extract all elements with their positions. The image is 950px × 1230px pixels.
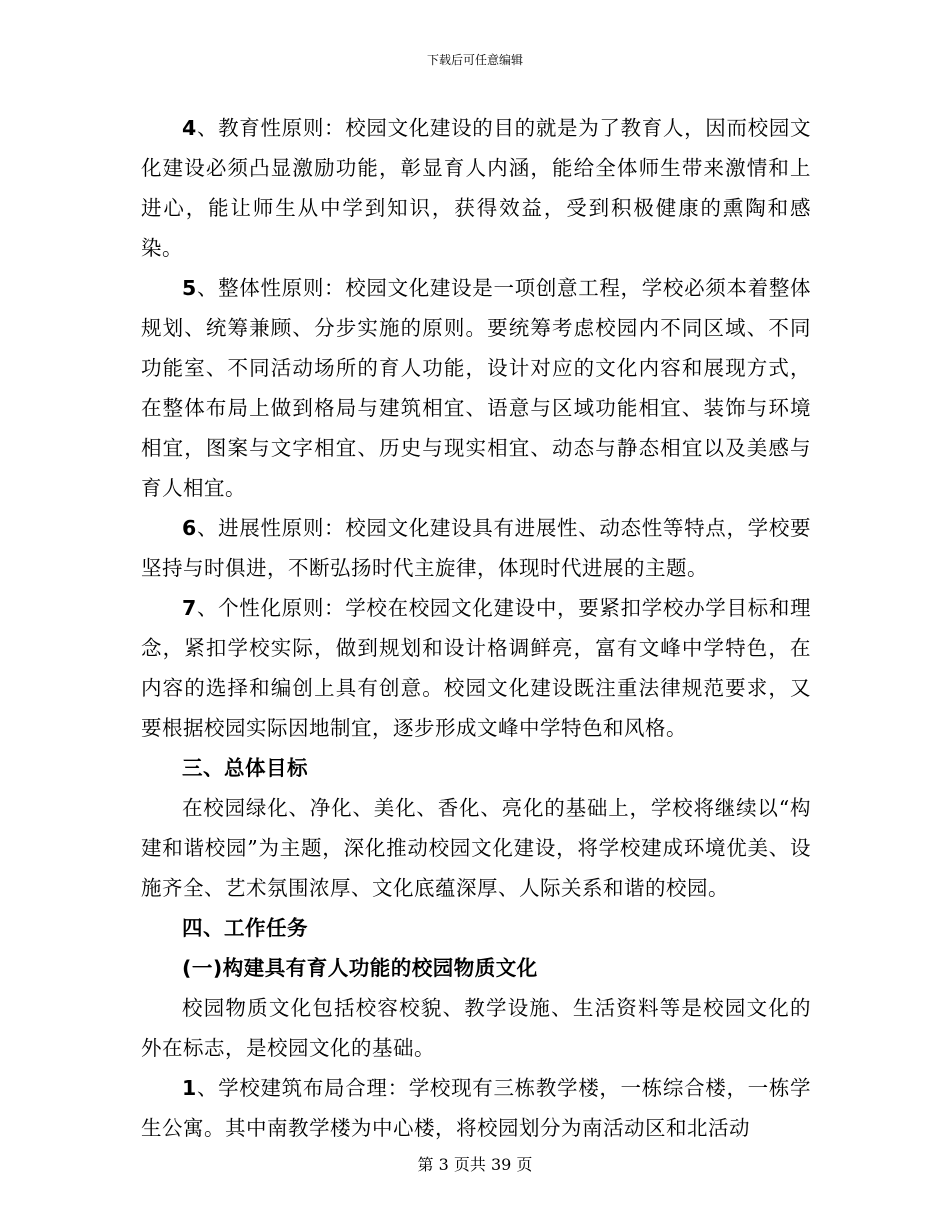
item-number: 7 [182, 596, 197, 620]
paragraph-principle-6 [141, 508, 811, 588]
paragraph-text: 、进展性原则：校园文化建设具有进展性、动态性等特点，学校要坚持与时俱进，不断弘扬时代主旋律，体现时代进展的主题。 [141, 516, 811, 580]
item-number: 5 [182, 276, 197, 300]
item-number: 1 [182, 1076, 197, 1100]
subsection-heading-material-culture: (一)构建具有育人功能的校园物质文化 [182, 956, 538, 980]
paragraph-overall-goal: 在校园绿化、净化、美化、香化、亮化的基础上，学校将继续以“构建和谐校园”为主题，深化推动校园文化建设，将学校建成环境优美、设施齐全、艺术氛围浓厚、文化底蕴深厚、人际关系和谐的校园。 [141, 796, 811, 900]
paragraph-principle-7 [141, 588, 811, 748]
paragraph-text: 、整体性原则：校园文化建设是一项创意工程，学校必须本着整体规划、统筹兼顾、分步实施的原则。要统筹考虑校园内不同区域、不同功能室、不同活动场所的育人功能，设计对应的文化内容和展现方式，在整体布局上做到格局与建筑相宜、语意与区域功能相宜、装饰与环境相宜，图案与文字相宜、历史与现实相宜、动态与静态相宜以及美感与育人相宜。 [141, 276, 811, 500]
section-heading-overall-goal: 三、总体目标 [182, 756, 308, 780]
paragraph-building-layout [141, 1068, 811, 1148]
paragraph-text: 、学校建筑布局合理：学校现有三栋教学楼，一栋综合楼，一栋学生公寓。其中南教学楼为中心楼，将校园划分为南活动区和北活动 [141, 1076, 811, 1140]
paragraph-material-culture: 校园物质文化包括校容校貌、教学设施、生活资料等是校园文化的外在标志，是校园文化的基础。 [141, 996, 811, 1060]
section-heading-work-tasks: 四、工作任务 [182, 916, 308, 940]
page-header: 下载后可任意编辑 [426, 53, 523, 67]
paragraph-principle-5 [141, 268, 811, 508]
paragraph-text: 、教育性原则：校园文化建设的目的就是为了教育人，因而校园文化建设必须凸显激励功能，彰显育人内涵，能给全体师生带来激情和上进心，能让师生从中学到知识，获得效益，受到积极健康的熏陶和感染。 [141, 116, 811, 260]
item-number: 6 [182, 516, 197, 540]
paragraph-principle-4 [141, 108, 811, 268]
item-number: 4 [182, 116, 197, 140]
document-body [141, 108, 811, 1148]
paragraph-text: 、个性化原则：学校在校园文化建设中，要紧扣学校办学目标和理念，紧扣学校实际，做到规划和设计格调鲜亮，富有文峰中学特色，在内容的选择和编创上具有创意。校园文化建设既注重法律规范要求，又要根据校园实际因地制宜，逐步形成文峰中学特色和风格。 [141, 596, 811, 740]
page-footer: 第 3 页共 39 页 [417, 1155, 533, 1174]
